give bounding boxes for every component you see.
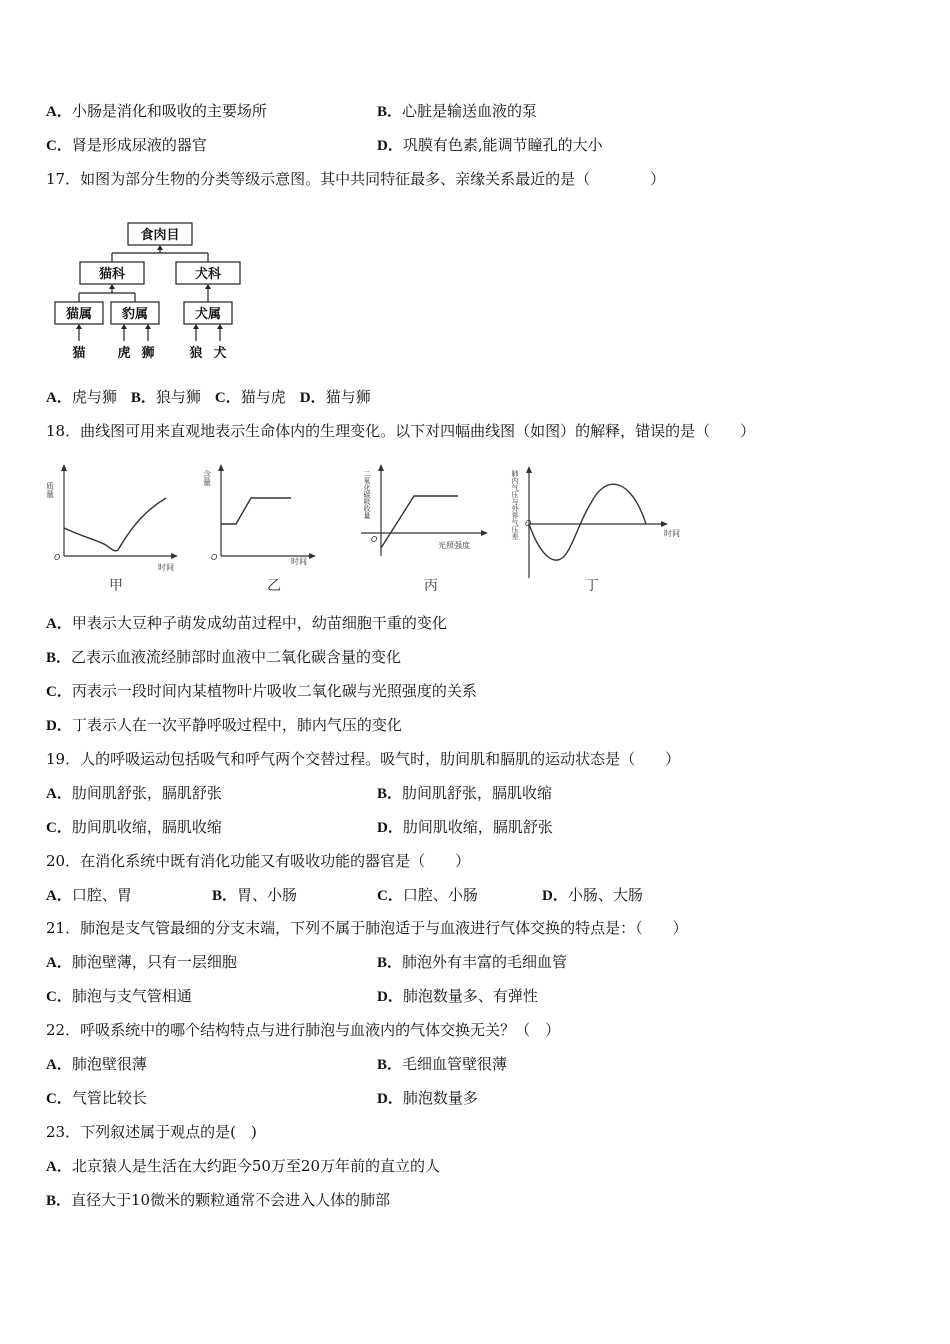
classification-diagram xyxy=(46,215,266,365)
option-text: 丁表示人在一次平静呼吸过程中，肺内气压的变化 xyxy=(71,716,402,734)
jia-origin: O xyxy=(54,553,61,562)
q16-option-c xyxy=(46,135,207,156)
curve-ding xyxy=(529,484,646,560)
q16-option-b xyxy=(377,101,537,122)
genus-dog-label: 犬属 xyxy=(194,307,222,322)
bing-ylabel: 二氧化碳吸收量 xyxy=(363,470,371,519)
q19-option-a xyxy=(46,783,222,804)
species-lion-label: 狮 xyxy=(141,346,155,361)
q18-stem: 18．曲线图可用来直观地表示生命体内的生理变化。以下对四幅曲线图（如图）的解释，错误的是（ ） xyxy=(46,422,756,440)
option-label: D． xyxy=(377,820,403,836)
jia-ylabel: 质量 xyxy=(46,482,55,498)
family-cat-label: 猫科 xyxy=(98,267,126,282)
species-dog-label: 犬 xyxy=(213,346,227,361)
q20-option-a xyxy=(46,885,132,906)
q18-option-a xyxy=(46,613,447,634)
q21-option-b xyxy=(377,952,567,973)
option-text: 肺泡壁很薄 xyxy=(71,1055,147,1073)
q20-option-c xyxy=(377,885,478,906)
q19-option-c xyxy=(46,817,222,838)
genus-leopard-label: 豹属 xyxy=(121,307,149,322)
q17-stem: 17．如图为部分生物的分类等级示意图。其中共同特征最多、亲缘关系最近的是（ ） xyxy=(46,170,666,188)
q22-option-d xyxy=(377,1088,478,1109)
ding-ylabel: 肺内气压与外界气压差 xyxy=(511,470,519,540)
option-label: C． xyxy=(46,684,72,700)
option-text: 丙表示一段时间内某植物叶片吸收二氧化碳与光照强度的关系 xyxy=(71,682,477,700)
option-text: 巩膜有色素,能调节瞳孔的大小 xyxy=(402,136,603,154)
q22-option-a xyxy=(46,1054,147,1075)
option-text: 肺泡外有丰富的毛细血管 xyxy=(402,953,568,971)
q20-stem: 20．在消化系统中既有消化功能又有吸收功能的器官是（ ） xyxy=(46,852,471,870)
q22-option-b xyxy=(377,1054,507,1075)
q19-option-b xyxy=(377,783,552,804)
option-text: 直径大于10微米的颗粒通常不会进入人体的肺部 xyxy=(71,1191,391,1209)
option-label: B． xyxy=(377,786,403,802)
q19-option-d xyxy=(377,817,553,838)
option-text: 毛细血管壁很薄 xyxy=(402,1055,508,1073)
option-text: 肋间肌收缩，膈肌收缩 xyxy=(71,818,222,836)
q22-option-c xyxy=(46,1088,147,1109)
bing-caption: 丙 xyxy=(424,578,438,594)
yi-xlabel: 时间 xyxy=(291,557,307,566)
option-text: 肺泡数量多 xyxy=(402,1089,478,1107)
q21-stem: 21．肺泡是支气管最细的分支末端，下列不属于肺泡适于与血液进行气体交换的特点是：（ ） xyxy=(46,919,688,937)
option-label: A． xyxy=(46,390,72,406)
option-label: A． xyxy=(46,1159,72,1175)
q21-option-d xyxy=(377,986,538,1007)
option-label: C． xyxy=(214,390,241,406)
option-label: D． xyxy=(46,718,72,734)
option-label: D． xyxy=(377,138,403,154)
option-text: 乙表示血液流经肺部时血液中二氧化碳含量的变化 xyxy=(71,648,402,666)
jia-xlabel: 时间 xyxy=(158,563,174,572)
option-text: 胃、小肠 xyxy=(237,886,298,904)
option-label: C． xyxy=(46,989,72,1005)
option-text: 肺泡与支气管相通 xyxy=(71,987,192,1005)
yi-ylabel: 含量 xyxy=(202,470,212,486)
q22-stem: 22．呼吸系统中的哪个结构特点与进行肺泡与血液内的气体交换无关？（ ） xyxy=(46,1021,561,1039)
option-label: A． xyxy=(46,616,72,632)
curve-jia xyxy=(64,498,166,551)
option-label: A． xyxy=(46,786,72,802)
option-text: 狼与狮 xyxy=(155,388,201,406)
q19-stem: 19．人的呼吸运动包括吸气和呼气两个交替过程。吸气时，肋间肌和膈肌的运动状态是（ ） xyxy=(46,750,681,768)
curve-graphs xyxy=(46,458,706,598)
option-label: A． xyxy=(46,1057,72,1073)
option-text: 小肠是消化和吸收的主要场所 xyxy=(71,102,267,120)
family-dog-label: 犬科 xyxy=(194,267,222,282)
q16-option-d xyxy=(377,135,603,156)
q16-option-a xyxy=(46,101,267,122)
option-label: A． xyxy=(46,888,72,904)
order-label: 食肉目 xyxy=(140,228,180,243)
option-text: 猫与狮 xyxy=(325,388,371,406)
option-text: 肋间肌舒张，膈肌收缩 xyxy=(402,784,553,802)
ding-origin: O xyxy=(525,519,532,528)
option-text: 肺泡数量多、有弹性 xyxy=(402,987,538,1005)
option-label: B． xyxy=(212,888,238,904)
option-text: 小肠、大肠 xyxy=(567,886,643,904)
q20-option-b xyxy=(212,885,297,906)
ding-caption: 丁 xyxy=(585,578,599,594)
option-text: 心脏是输送血液的泵 xyxy=(402,102,538,120)
q20-option-d xyxy=(542,885,643,906)
option-text: 猫与虎 xyxy=(240,388,286,406)
option-label: A． xyxy=(46,104,72,120)
yi-caption: 乙 xyxy=(267,578,281,594)
option-label: C． xyxy=(46,138,72,154)
option-label: D． xyxy=(377,989,403,1005)
option-label: D． xyxy=(542,888,568,904)
q17-options xyxy=(46,387,371,408)
option-label: A． xyxy=(46,955,72,971)
option-label: B． xyxy=(377,104,403,120)
option-label: B． xyxy=(46,1193,72,1209)
option-label: C． xyxy=(377,888,403,904)
q18-option-b xyxy=(46,647,401,668)
species-wolf-label: 狼 xyxy=(189,346,203,361)
yi-origin: O xyxy=(211,553,218,562)
option-label: B． xyxy=(377,955,403,971)
option-text: 肋间肌收缩，膈肌舒张 xyxy=(402,818,553,836)
species-cat-label: 猫 xyxy=(72,346,86,361)
bing-xlabel: 光照强度 xyxy=(438,541,470,550)
option-text: 肺泡壁薄，只有一层细胞 xyxy=(71,953,237,971)
curve-yi xyxy=(221,498,291,524)
option-label: D． xyxy=(377,1091,403,1107)
q18-option-d xyxy=(46,715,402,736)
option-text: 北京猿人是生活在大约距今50万至20万年前的直立的人 xyxy=(71,1157,441,1175)
option-label: D． xyxy=(299,390,326,406)
ding-xlabel: 时间 xyxy=(664,529,680,538)
option-label: B． xyxy=(377,1057,403,1073)
species-tiger-label: 虎 xyxy=(117,346,131,361)
q23-option-b xyxy=(46,1190,390,1211)
option-text: 肋间肌舒张，膈肌舒张 xyxy=(71,784,222,802)
option-label: C． xyxy=(46,1091,72,1107)
option-label: C． xyxy=(46,820,72,836)
option-text: 口腔、胃 xyxy=(71,886,132,904)
option-label: B． xyxy=(46,650,72,666)
q18-option-c xyxy=(46,681,477,702)
option-label: B． xyxy=(130,390,156,406)
q23-option-a xyxy=(46,1156,440,1177)
option-text: 甲表示大豆种子萌发成幼苗过程中，幼苗细胞干重的变化 xyxy=(71,614,447,632)
option-text: 虎与狮 xyxy=(71,388,117,406)
bing-origin: O xyxy=(371,535,378,544)
option-text: 口腔、小肠 xyxy=(402,886,478,904)
q23-stem: 23．下列叙述属于观点的是( ) xyxy=(46,1123,257,1141)
option-text: 气管比较长 xyxy=(71,1089,147,1107)
option-text: 肾是形成尿液的器官 xyxy=(71,136,207,154)
q21-option-a xyxy=(46,952,237,973)
jia-caption: 甲 xyxy=(109,578,123,594)
genus-cat-label: 猫属 xyxy=(65,307,93,322)
q21-option-c xyxy=(46,986,192,1007)
